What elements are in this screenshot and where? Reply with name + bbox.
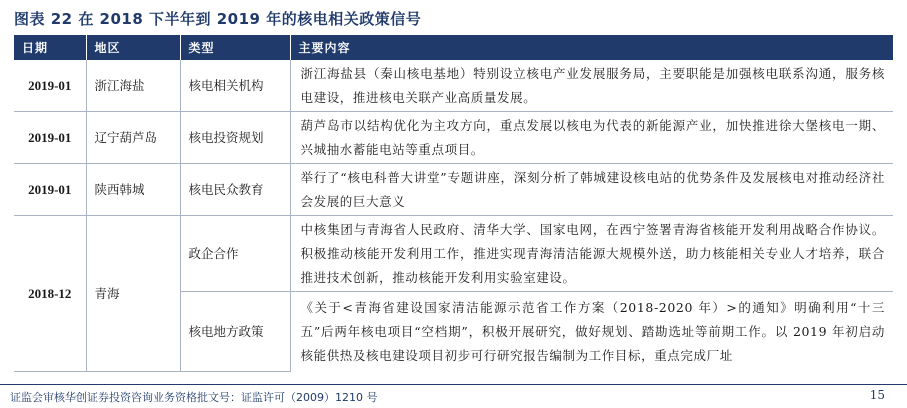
header-date: 日期 [14,35,86,60]
table-row [14,112,893,164]
table-header-row [14,35,893,60]
row-type: 核电相关机构 [180,60,290,112]
table-row [14,164,893,216]
row-type: 核电民众教育 [180,164,290,216]
row-type: 政企合作 [180,216,290,292]
header-region: 地区 [86,35,180,60]
row-type: 核电地方政策 [180,292,290,372]
header-type: 类型 [180,35,290,60]
row-date: 2019-01 [14,60,86,112]
row-type: 核电投资规划 [180,112,290,164]
row-region: 青海 [86,216,180,372]
footer-divider [0,384,907,385]
row-region: 陕西韩城 [86,164,180,216]
row-date: 2019-01 [14,164,86,216]
header-content: 主要内容 [290,35,893,60]
row-region: 浙江海盐 [86,60,180,112]
row-content: 浙江海盐县（秦山核电基地）特别设立核电产业发展服务局，主要职能是加强核电联系沟通，服务核电建设，推进核电关联产业高质量发展。 [290,60,893,112]
row-content: 葫芦岛市以结构优化为主攻方向，重点发展以核电为代表的新能源产业，加快推进徐大堡核电一期、兴城抽水蓄能电站等重点项目。 [290,112,893,164]
row-date: 2019-01 [14,112,86,164]
policy-table [14,35,893,372]
row-content: 举行了“核电科普大讲堂”专题讲座，深刻分析了韩城建设核电站的优势条件及发展核电对推动经济社会发展的巨大意义 [290,164,893,216]
figure-title: 图表 22 在 2018 下半年到 2019 年的核电相关政策信号 [14,10,422,28]
table-row [14,216,893,292]
row-content: 中核集团与青海省人民政府、清华大学、国家电网，在西宁签署青海省核能开发利用战略合作协议。积极推动核能开发利用工作，推进实现青海清洁能源大规模外送，助力核能相关专业人才培养，联合推进技术创新，推动核能开发利用实验室建设。 [290,216,893,292]
footer-license: 证监会审核华创证券投资咨询业务资格批文号：证监许可（2009）1210 号 [10,391,378,404]
page-number: 15 [869,388,885,402]
row-region: 辽宁葫芦岛 [86,112,180,164]
row-content: 《关于<青海省建设国家清洁能源示范省工作方案（2018-2020 年）>的通知》明确利用“十三五”后两年核电项目“空档期”，积极开展研究，做好规划、踏勘选址等前期工作。以 2019 年初启动核能供热及核电建设项目初步可行研究报告编制为工作目标，重点完成厂址 [300,300,885,364]
row-date: 2018-12 [14,216,86,372]
table-row [14,60,893,112]
